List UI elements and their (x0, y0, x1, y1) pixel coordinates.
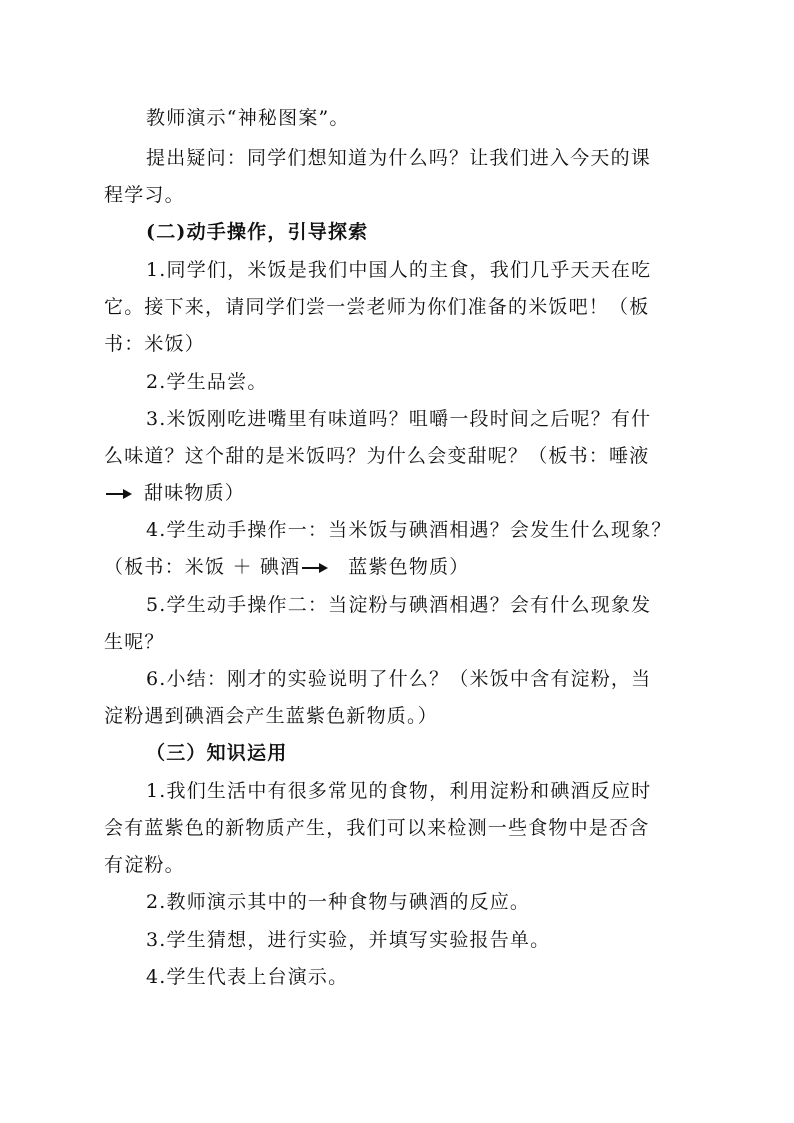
section-2-item-1-line-1: 1.同学们，米饭是我们中国人的主食，我们几乎天天在吃 (146, 259, 652, 281)
section-2-item-4-equation-right: 蓝紫色物质） (348, 556, 470, 578)
intro-paragraph-1: 教师演示“神秘图案”。 (146, 107, 350, 129)
section-2-item-6-line-2: 淀粉遇到碘酒会产生蓝紫色新物质。） (104, 705, 438, 727)
section-2-item-3-line-3-text: 甜味物质） (144, 482, 246, 504)
section-2-item-6-line-1: 6.小结：刚才的实验说明了什么？（米饭中含有淀粉，当 (146, 668, 652, 690)
section-2-heading: (二)动手操作，引导探索 (146, 221, 369, 243)
section-2-item-4-line-2 (104, 555, 469, 579)
right-arrow-icon (302, 562, 328, 574)
section-2-item-4-line-1: 4.学生动手操作一：当米饭与碘酒相遇？会发生什么现象？ (146, 519, 672, 541)
section-3-item-4: 4.学生代表上台演示。 (146, 966, 349, 988)
section-2-item-2: 2.学生品尝。 (146, 371, 268, 393)
section-2-item-1-line-2: 它。接下来，请同学们尝一尝老师为你们准备的米饭吧！（板 (104, 296, 650, 318)
right-arrow-icon (106, 488, 132, 500)
section-2-item-5-line-1: 5.学生动手操作二：当淀粉与碘酒相遇？会有什么现象发 (146, 594, 652, 616)
section-3-item-1-line-2: 会有蓝紫色的新物质产生，我们可以来检测一些食物中是否含 (104, 817, 650, 839)
section-2-item-3-line-2: 么味道？这个甜的是米饭吗？为什么会变甜呢？（板书：唾液 (104, 445, 650, 467)
section-2-item-1-line-3: 书：米饭） (104, 333, 206, 355)
section-2-item-3-line-3 (104, 481, 245, 505)
section-3-item-3: 3.学生猜想，进行实验，并填写实验报告单。 (146, 929, 551, 951)
section-2-item-5-line-2: 生呢？ (104, 631, 165, 653)
section-3-item-2: 2.教师演示其中的一种食物与碘酒的反应。 (146, 891, 531, 913)
section-2-item-3-line-1: 3.米饭刚吃进嘴里有味道吗？咀嚼一段时间之后呢？有什 (146, 408, 652, 430)
section-3-item-1-line-1: 1.我们生活中有很多常见的食物，利用淀粉和碘酒反应时 (146, 780, 652, 802)
section-2-item-4-equation-left: （板书：米饭 ＋ 碘酒 (104, 556, 301, 578)
intro-paragraph-2-line-1: 提出疑问：同学们想知道为什么吗？让我们进入今天的课 (146, 147, 652, 169)
section-3-item-1-line-3: 有淀粉。 (104, 854, 185, 876)
intro-paragraph-2-line-2: 程学习。 (104, 184, 185, 206)
section-3-heading: （三）知识运用 (146, 742, 288, 764)
